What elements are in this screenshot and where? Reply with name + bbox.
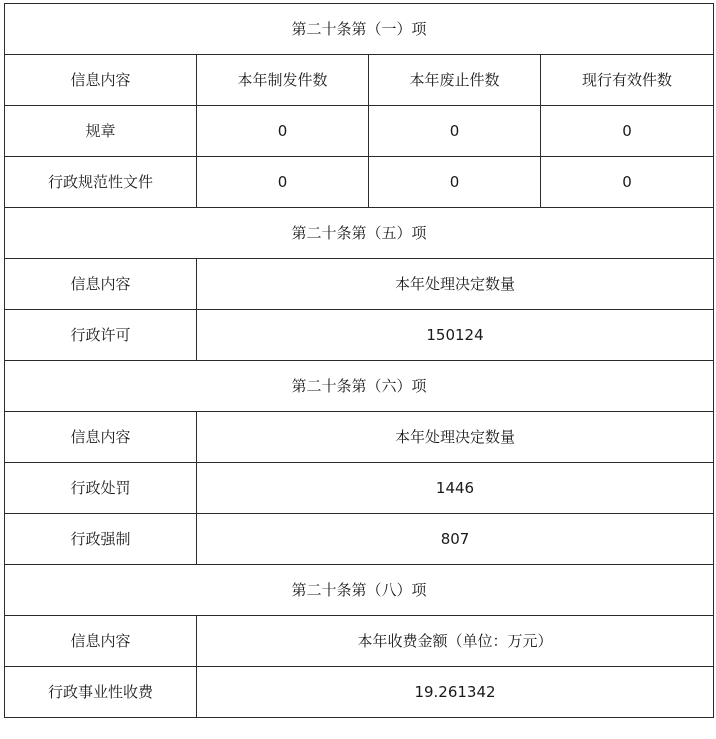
section-title-row <box>5 208 714 259</box>
value-cell: 0 <box>369 157 541 208</box>
value-cell: 1446 <box>197 463 714 514</box>
value-cell: 0 <box>541 106 714 157</box>
row-label: 行政处罚 <box>5 463 197 514</box>
header-cell: 本年处理决定数量 <box>197 412 714 463</box>
header-cell: 信息内容 <box>5 616 197 667</box>
header-row <box>5 259 714 310</box>
table-row <box>5 463 714 514</box>
table-row <box>5 667 714 718</box>
value-cell: 0 <box>369 106 541 157</box>
row-label: 行政规范性文件 <box>5 157 197 208</box>
value-cell: 19.261342 <box>197 667 714 718</box>
value-cell: 807 <box>197 514 714 565</box>
row-label: 行政许可 <box>5 310 197 361</box>
table-row <box>5 514 714 565</box>
header-cell: 信息内容 <box>5 412 197 463</box>
value-cell: 0 <box>541 157 714 208</box>
section-title-row <box>5 361 714 412</box>
disclosure-table <box>4 3 714 718</box>
header-cell: 本年制发件数 <box>197 55 369 106</box>
section-title-row <box>5 565 714 616</box>
row-label: 行政强制 <box>5 514 197 565</box>
section-title: 第二十条第（八）项 <box>5 565 714 616</box>
value-cell: 150124 <box>197 310 714 361</box>
section-title: 第二十条第（一）项 <box>5 4 714 55</box>
header-cell: 信息内容 <box>5 55 197 106</box>
header-row <box>5 412 714 463</box>
table-row <box>5 310 714 361</box>
section-title: 第二十条第（五）项 <box>5 208 714 259</box>
header-row <box>5 616 714 667</box>
header-cell: 信息内容 <box>5 259 197 310</box>
table-row <box>5 106 714 157</box>
header-cell: 本年处理决定数量 <box>197 259 714 310</box>
section-title-row <box>5 4 714 55</box>
section-title: 第二十条第（六）项 <box>5 361 714 412</box>
header-cell: 现行有效件数 <box>541 55 714 106</box>
table-row <box>5 157 714 208</box>
header-cell: 本年收费金额（单位：万元） <box>197 616 714 667</box>
row-label: 规章 <box>5 106 197 157</box>
header-cell: 本年废止件数 <box>369 55 541 106</box>
value-cell: 0 <box>197 157 369 208</box>
header-row <box>5 55 714 106</box>
row-label: 行政事业性收费 <box>5 667 197 718</box>
value-cell: 0 <box>197 106 369 157</box>
